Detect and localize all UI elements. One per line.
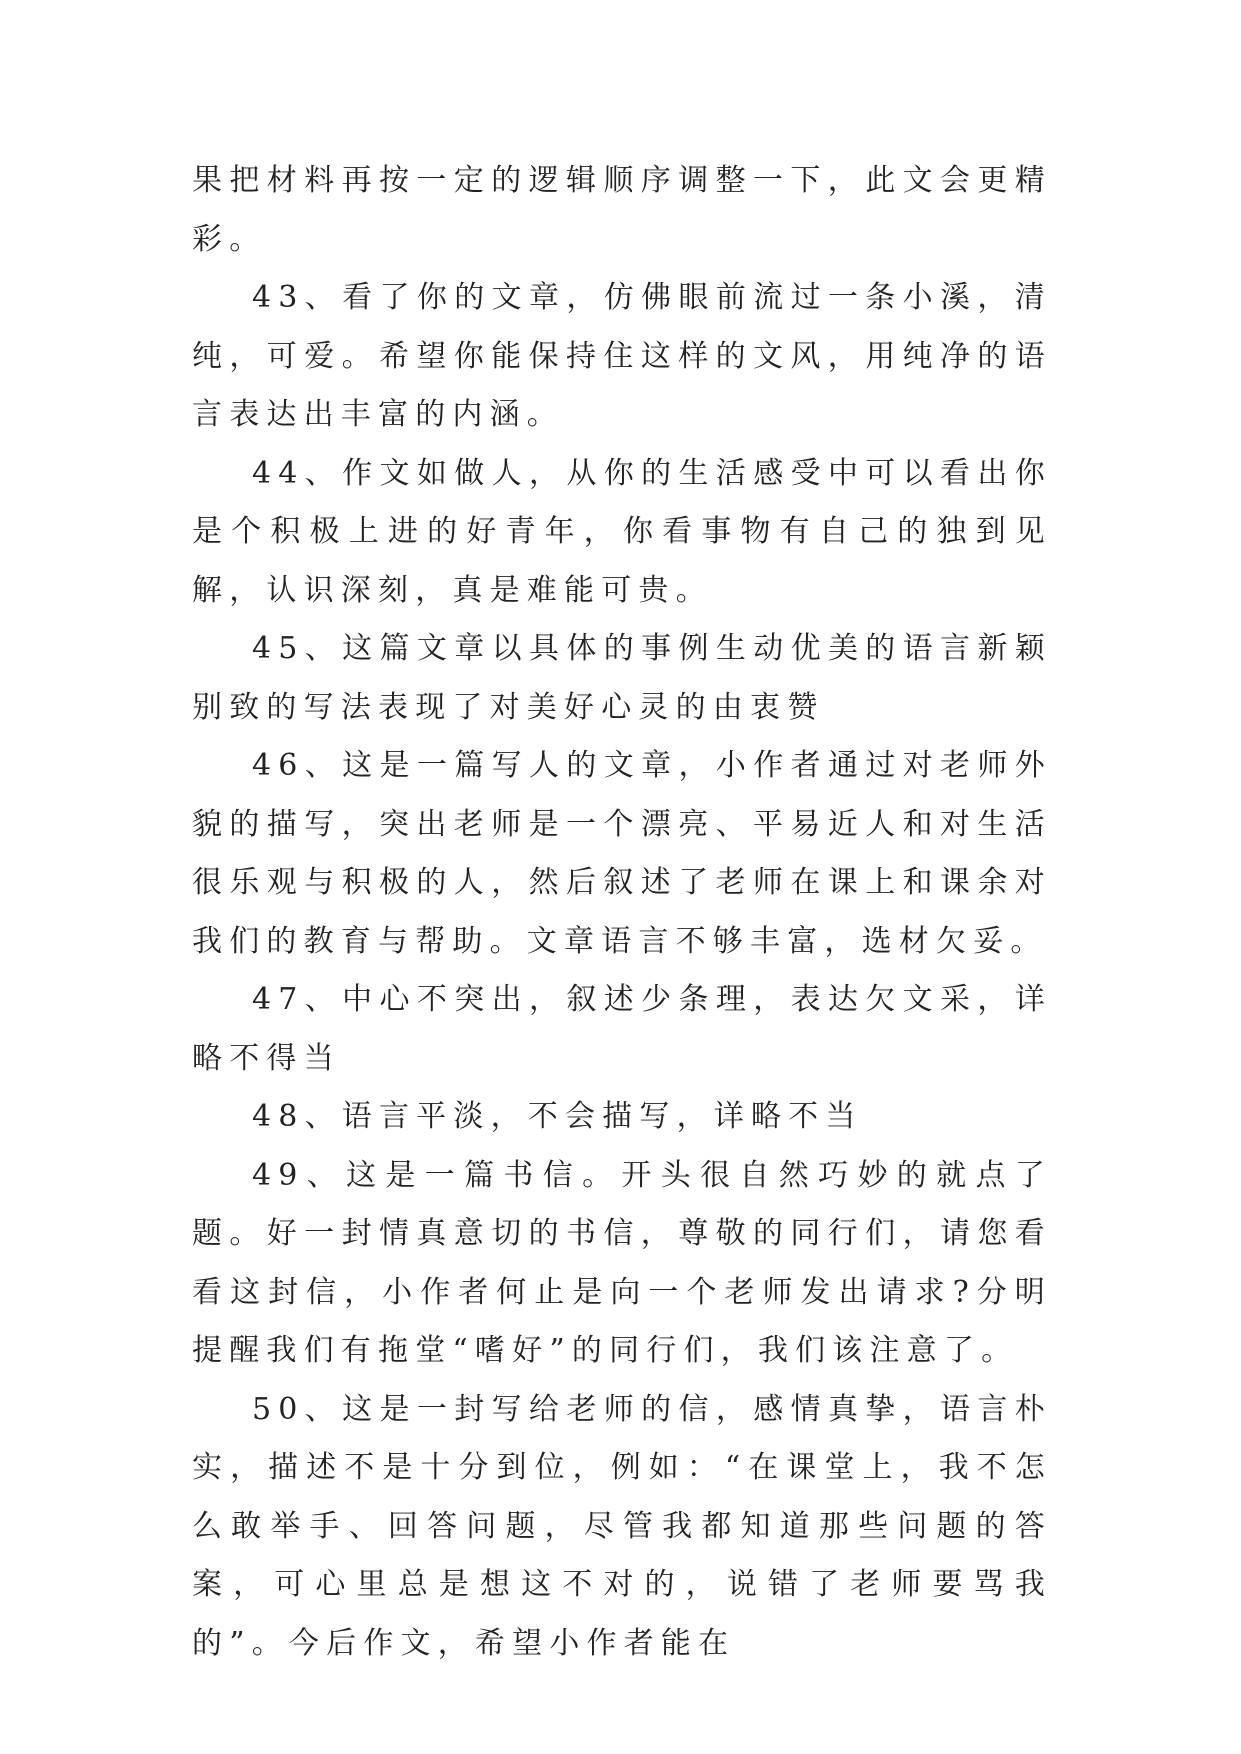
paragraph-49: 49、这是一篇书信。开头很自然巧妙的就点了题。好一封情真意切的书信，尊敬的同行们，请您看看这封信，小作者何止是向一个老师发出请求?分明提醒我们有拖堂“嗜好”的同行们，我们该注意了。 [192,1157,1052,1368]
paragraph-45: 45、这篇文章以具体的事例生动优美的语言新颖别致的写法表现了对美好心灵的由衷赞 [192,631,1052,725]
paragraph-48: 48、语言平淡，不会描写，详略不当 [252,1099,863,1134]
paragraph-43: 43、看了你的文章，仿佛眼前流过一条小溪，清纯，可爱。希望你能保持住这样的文风，用纯净的语言表达出丰富的内涵。 [192,280,1052,432]
paragraph-47: 47、中心不突出，叙述少条理，表达欠文采，详略不得当 [192,982,1052,1076]
paragraph-continued: 果把材料再按一定的逻辑顺序调整一下，此文会更精彩。 [192,163,1052,257]
document-body [192,152,1052,1673]
paragraph-46: 46、这是一篇写人的文章，小作者通过对老师外貌的描写，突出老师是一个漂亮、平易近人和对生活很乐观与积极的人，然后叙述了老师在课上和课余对我们的教育与帮助。文章语言不够丰富，选材欠妥。 [192,748,1052,959]
paragraph-50: 50、这是一封写给老师的信，感情真挚，语言朴实，描述不是十分到位，例如：“在课堂上，我不怎么敢举手、回答问题，尽管我都知道那些问题的答案，可心里总是想这不对的，说错了老师要骂我的”。今后作文，希望小作者能在 [192,1391,1052,1661]
paragraph-44: 44、作文如做人，从你的生活感受中可以看出你是个积极上进的好青年，你看事物有自己的独到见解，认识深刻，真是难能可贵。 [192,455,1052,608]
